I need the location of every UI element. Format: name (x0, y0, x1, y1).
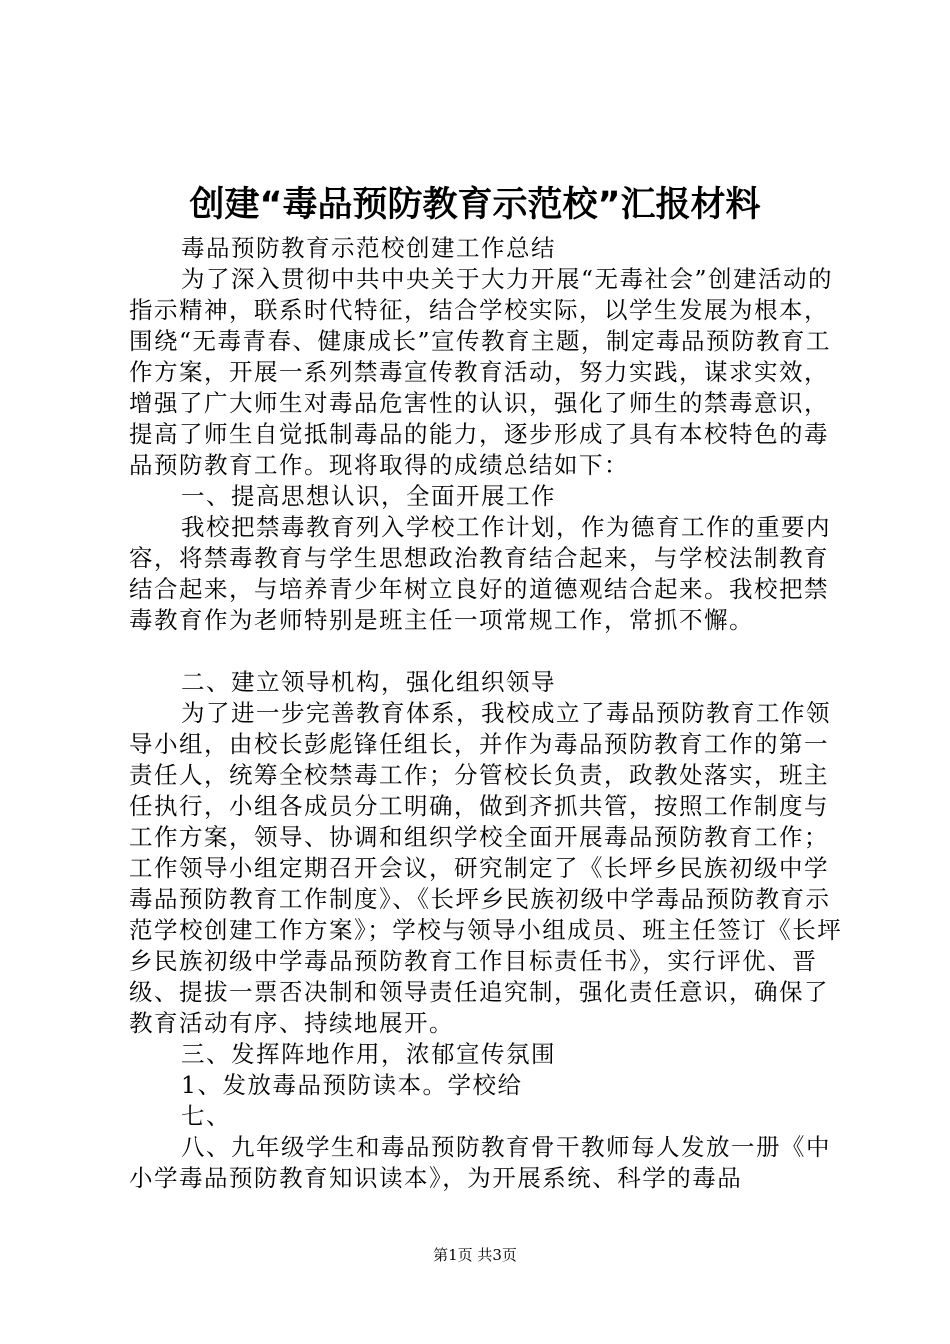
document-body (129, 233, 851, 1194)
paragraph-gap (129, 636, 851, 667)
document-title: 创建“毒品预防教育示范校”汇报材料 (189, 185, 761, 225)
list-item-eight: 八、九年级学生和毒品预防教育骨干教师每人发放一册《中小学毒品预防教育知识读本》，为开展系统、科学的毒品 (129, 1133, 831, 1192)
section-heading-2: 二、建立领导机构，强化组织领导 (181, 668, 556, 696)
section-body-1: 我校把禁毒教育列入学校工作计划，作为德育工作的重要内容，将禁毒教育与学生思想政治教育结合起来，与学校法制教育结合起来，与培养青少年树立良好的道德观结合起来。我校把禁毒教育作为老师特别是班主任一项常规工作，常抓不懈。 (129, 513, 831, 634)
section-heading-1: 一、提高思想认识，全面开展工作 (181, 482, 556, 510)
subtitle: 毒品预防教育示范校创建工作总结 (181, 234, 556, 262)
intro-paragraph: 为了深入贯彻中共中央关于大力开展“无毒社会”创建活动的指示精神，联系时代特征，结合学校实际，以学生发展为根本，围绕“无毒青春、健康成长”宣传教育主题，制定毒品预防教育工作方案，开展一系列禁毒宣传教育活动，努力实践，谋求实效，增强了广大师生对毒品危害性的认识，强化了师生的禁毒意识，提高了师生自觉抵制毒品的能力，逐步形成了具有本校特色的毒品预防教育工作。现将取得的成绩总结如下： (129, 265, 834, 479)
page-number-footer: 第1页 共3页 (433, 1246, 517, 1264)
section-body-2: 为了进一步完善教育体系，我校成立了毒品预防教育工作领导小组，由校长彭彪锋任组长，并作为毒品预防教育工作的第一责任人，统筹全校禁毒工作；分管校长负责，政教处落实，班主任执行，小组各成员分工明确，做到齐抓共管，按照工作制度与工作方案，领导、协调和组织学校全面开展毒品预防教育工作；工作领导小组定期召开会议，研究制定了《长坪乡民族初级中学毒品预防教育工作制度》、《长坪乡民族初级中学毒品预防教育示范学校创建工作方案》；学校与领导小组成员、班主任签订《长坪乡民族初级中学毒品预防教育工作目标责任书》，实行评优、晋级、提拔一票否决制和领导责任追究制，强化责任意识，确保了教育活动有序、持续地展开。 (129, 699, 843, 1037)
section-heading-3: 三、发挥阵地作用，浓郁宣传氛围 (181, 1040, 556, 1068)
list-item-seven: 七、 (181, 1102, 231, 1130)
list-item-1: 1、发放毒品预防读本。学校给 (181, 1071, 523, 1099)
